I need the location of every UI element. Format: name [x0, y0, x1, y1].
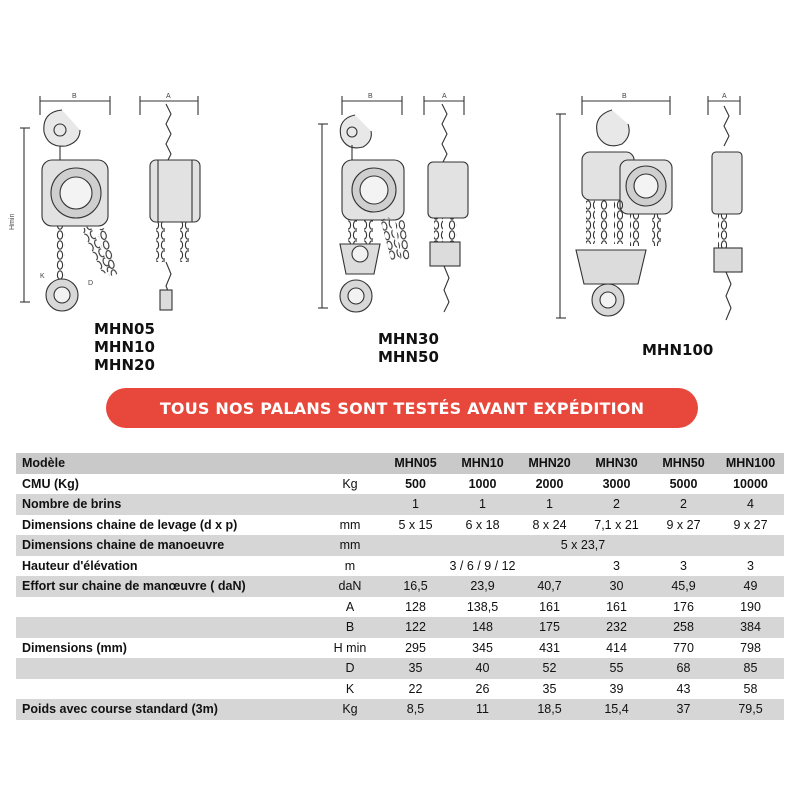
hoist-drawing-mhn05-20: [9, 93, 200, 311]
model-header: MHN100: [717, 453, 784, 474]
hoist-drawing-mhn100: [556, 93, 742, 320]
table-row: [16, 679, 784, 700]
model-header: MHN05: [382, 453, 449, 474]
row-unit: Kg: [342, 476, 358, 491]
header-label: Modèle: [16, 453, 318, 474]
row-unit: D: [318, 658, 382, 679]
cell: 128: [405, 599, 426, 614]
model-header: MHN30: [583, 453, 650, 474]
cell: 122: [382, 617, 449, 638]
cell: 176: [673, 599, 694, 614]
cell: 49: [717, 576, 784, 597]
row-label: [16, 679, 318, 700]
cell: 3: [747, 558, 754, 573]
cell: 16,5: [382, 576, 449, 597]
table-row: [16, 699, 784, 720]
row-label: Poids avec course standard (3m): [16, 699, 318, 720]
model-name: MHN50: [378, 348, 439, 366]
cell: 1: [516, 494, 583, 515]
model-group-1-label: [94, 320, 155, 374]
cell: 4: [717, 494, 784, 515]
cell: 2000: [535, 476, 564, 491]
row-label: Hauteur d'élévation: [22, 558, 138, 573]
cell: 85: [717, 658, 784, 679]
tested-banner: TOUS NOS PALANS SONT TESTÉS AVANT EXPÉDITION: [106, 388, 698, 428]
row-label: [16, 597, 318, 618]
row-label: Dimensions chaine de levage (d x p): [22, 517, 238, 532]
cell: 345: [472, 640, 493, 655]
dim-hmin-label: Hmin: [9, 213, 16, 230]
cell: 45,9: [650, 576, 717, 597]
cell: 1: [382, 494, 449, 515]
table-row: [16, 638, 784, 659]
table-header-row: [16, 453, 784, 474]
table-row: [16, 494, 784, 515]
cell: 18,5: [516, 699, 583, 720]
dim-b-label: B: [72, 93, 77, 100]
table-row: [16, 658, 784, 679]
table-row: [16, 556, 784, 577]
merged-cell: 3 / 6 / 9 / 12: [449, 558, 516, 573]
cell: 3000: [602, 476, 631, 491]
model-name: MHN05: [94, 320, 155, 338]
cell: 30: [583, 576, 650, 597]
cell: 295: [405, 640, 426, 655]
model-header: MHN20: [516, 453, 583, 474]
row-label: [16, 617, 318, 638]
hoist-drawing-mhn30-50: [318, 93, 468, 312]
row-label: Dimensions (mm): [22, 640, 127, 655]
cell: 232: [583, 617, 650, 638]
cell: 5000: [669, 476, 698, 491]
row-unit: H min: [333, 640, 367, 655]
dim-a-label-3: A: [722, 93, 727, 100]
cell: 11: [449, 699, 516, 720]
cell: 414: [606, 640, 627, 655]
row-label: Dimensions chaine de manoeuvre: [16, 535, 318, 556]
cell: 8,5: [382, 699, 449, 720]
cell: 161: [606, 599, 627, 614]
model-group-2-label: [378, 330, 439, 366]
cell: 79,5: [717, 699, 784, 720]
cell: 15,4: [583, 699, 650, 720]
cell: 40,7: [516, 576, 583, 597]
cell: 23,9: [449, 576, 516, 597]
table-row: [16, 597, 784, 618]
row-label: [16, 658, 318, 679]
cell: 7,1 x 21: [594, 517, 639, 532]
row-unit: A: [345, 599, 355, 614]
cell: 52: [516, 658, 583, 679]
row-unit: mm: [339, 517, 361, 532]
cell: 5 x 15: [398, 517, 433, 532]
table-row: [16, 474, 784, 495]
cell: 2: [650, 494, 717, 515]
model-name: MHN10: [94, 338, 155, 356]
cell: 10000: [733, 476, 768, 491]
cell: 2: [583, 494, 650, 515]
cell: 58: [743, 681, 758, 696]
model-group-3-label: [642, 341, 713, 359]
cell: 161: [539, 599, 560, 614]
cell: 22: [408, 681, 423, 696]
dim-b-label-2: B: [368, 93, 373, 100]
cell: 148: [449, 617, 516, 638]
row-unit: K: [345, 681, 355, 696]
cell: 39: [609, 681, 624, 696]
row-unit: daN: [318, 576, 382, 597]
cell: 258: [650, 617, 717, 638]
cell: 26: [475, 681, 490, 696]
merged-cell: 5 x 23,7: [382, 535, 784, 556]
model-name: MHN20: [94, 356, 155, 374]
cell: 43: [676, 681, 691, 696]
cell: 138,5: [466, 599, 499, 614]
cell: 40: [449, 658, 516, 679]
row-unit: [318, 494, 382, 515]
cell: 9 x 27: [733, 517, 768, 532]
model-header: MHN50: [650, 453, 717, 474]
cell: 3: [680, 558, 687, 573]
dim-a-label-2: A: [442, 93, 447, 100]
row-unit: Kg: [318, 699, 382, 720]
row-label: CMU (Kg): [22, 476, 79, 491]
row-label: Effort sur chaine de manœuvre ( daN): [16, 576, 318, 597]
model-name: MHN30: [378, 330, 439, 348]
model-header: MHN10: [449, 453, 516, 474]
cell: 798: [740, 640, 761, 655]
table-row: [16, 535, 784, 556]
row-label: Nombre de brins: [16, 494, 318, 515]
cell: 190: [740, 599, 761, 614]
cell: 770: [673, 640, 694, 655]
cell: 1000: [468, 476, 497, 491]
cell: 8 x 24: [532, 517, 567, 532]
cell: 35: [542, 681, 557, 696]
cell: 37: [650, 699, 717, 720]
dim-d-label: D: [88, 280, 94, 287]
cell: 431: [539, 640, 560, 655]
cell: 55: [583, 658, 650, 679]
spec-table: [16, 453, 784, 720]
cell: 3: [613, 558, 620, 573]
cell: 1: [449, 494, 516, 515]
dim-k-label: K: [40, 273, 45, 280]
cell: 500: [405, 476, 426, 491]
dim-b-label-3: B: [622, 93, 627, 100]
row-unit: B: [318, 617, 382, 638]
cell: 6 x 18: [465, 517, 500, 532]
cell: 68: [650, 658, 717, 679]
cell: 35: [382, 658, 449, 679]
cell: 175: [516, 617, 583, 638]
cell: 9 x 27: [666, 517, 701, 532]
table-row: [16, 576, 784, 597]
model-name: MHN100: [642, 341, 714, 359]
cell: 384: [717, 617, 784, 638]
row-unit: mm: [318, 535, 382, 556]
dim-a-label: A: [166, 93, 171, 100]
table-row: [16, 515, 784, 536]
row-unit: m: [344, 558, 356, 573]
table-row: [16, 617, 784, 638]
